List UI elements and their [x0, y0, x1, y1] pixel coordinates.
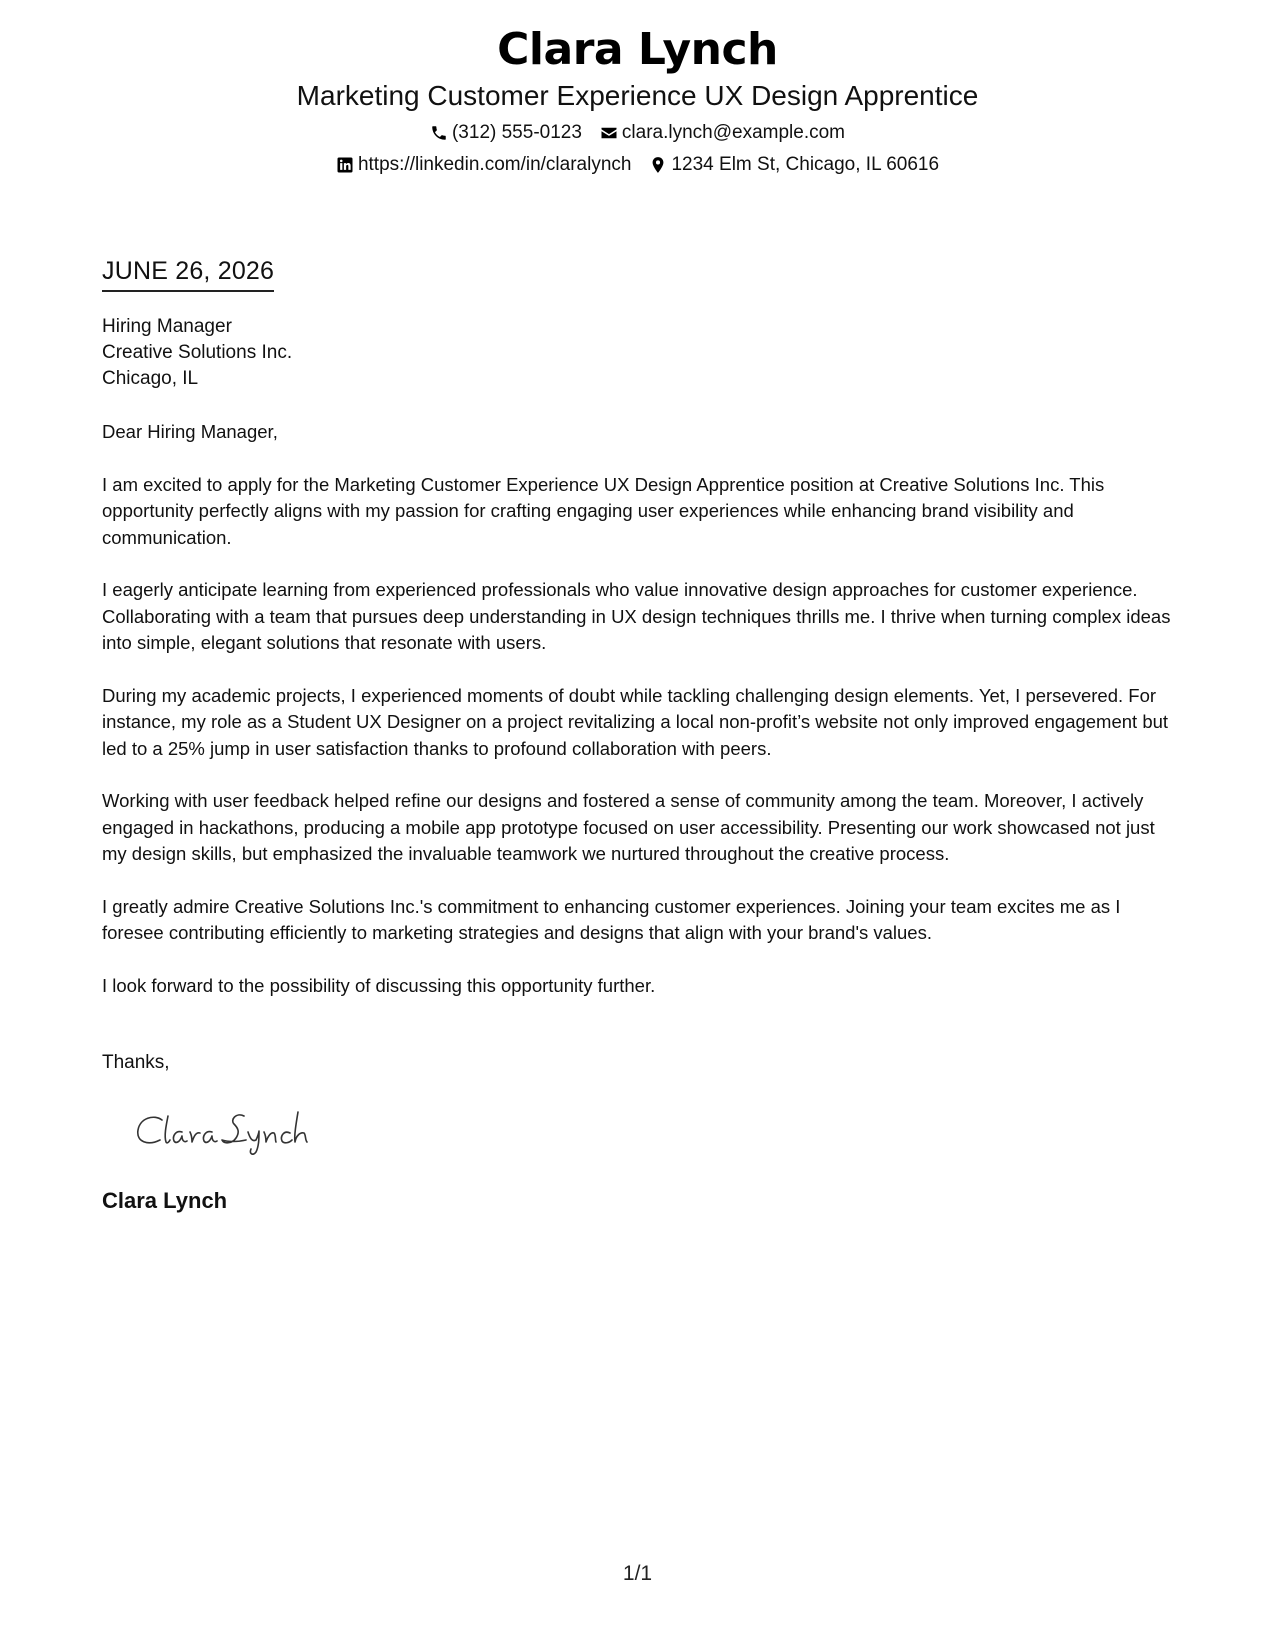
contact-row-primary	[0, 120, 1275, 146]
body-paragraph: During my academic projects, I experienced moments of doubt while tackling challenging design elements. Yet, I persevered. For instance, my role as a Student UX Designer on a project revitalizing a local non-profit’s website not only improved engagement but led to a 25% jump in user satisfaction thanks to profound collaboration with peers.	[102, 684, 1169, 759]
applicant-name: Clara Lynch	[497, 24, 778, 75]
address-contact	[649, 152, 939, 178]
job-title: Marketing Customer Experience UX Design Apprentice	[296, 80, 979, 111]
letter-date: JUNE 26, 2026	[102, 256, 274, 292]
recipient-company: Creative Solutions Inc.	[102, 342, 293, 363]
closing-phrase: Thanks,	[102, 1052, 170, 1073]
salutation: Dear Hiring Manager,	[102, 421, 278, 442]
signer-name: Clara Lynch	[102, 1188, 228, 1213]
body-paragraph: Working with user feedback helped refine our designs and fostered a sense of community among the team. Moreover, I actively engaged in hackathons, producing a mobile app prototype focused on user accessibility. Presenting our work showcased not just my design skills, but emphasized the invaluable teamwork we nurtured throughout the creative process.	[102, 790, 1155, 864]
linkedin-url[interactable]: https://linkedin.com/in/claralynch	[357, 154, 632, 175]
contact-row-secondary	[0, 152, 1275, 178]
body-paragraph: I am excited to apply for the Marketing Customer Experience UX Design Apprentice position at Creative Solutions Inc. This opportunity perfectly aligns with my passion for crafting engaging user experiences while enhancing brand visibility and communication.	[102, 473, 1105, 548]
recipient-title: Hiring Manager	[102, 316, 232, 337]
recipient-block	[102, 314, 292, 392]
linkedin-icon	[336, 156, 354, 174]
phone-number: (312) 555-0123	[451, 122, 582, 143]
phone-contact	[430, 120, 582, 146]
body-paragraph: I eagerly anticipate learning from experienced professionals who value innovative design approaches for customer experience. Collaborating with a team that pursues deep understanding in UX design techniques thrills me. I thrive when turning complex ideas into simple, elegant solutions that resonate with users.	[102, 579, 1171, 653]
map-marker-icon	[649, 156, 667, 174]
body-paragraph: I greatly admire Creative Solutions Inc.'s commitment to enhancing customer experiences. Joining your team excites me as I foresee contributing efficiently to marketing strategies and designs that align with your brand's values.	[102, 895, 1121, 943]
signature-image	[132, 1102, 332, 1158]
recipient-location: Chicago, IL	[102, 368, 199, 389]
handwritten-signature	[132, 1102, 332, 1158]
email-contact	[600, 120, 845, 146]
letter-body	[102, 419, 1182, 1025]
email-address[interactable]: clara.lynch@example.com	[621, 122, 846, 143]
phone-icon	[430, 124, 448, 142]
linkedin-contact	[336, 152, 632, 178]
body-paragraph: I look forward to the possibility of discussing this opportunity further.	[102, 974, 656, 996]
street-address: 1234 Elm St, Chicago, IL 60616	[671, 154, 940, 175]
envelope-icon	[600, 124, 618, 142]
page-number: 1/1	[622, 1562, 653, 1585]
letter-header	[0, 22, 1275, 178]
